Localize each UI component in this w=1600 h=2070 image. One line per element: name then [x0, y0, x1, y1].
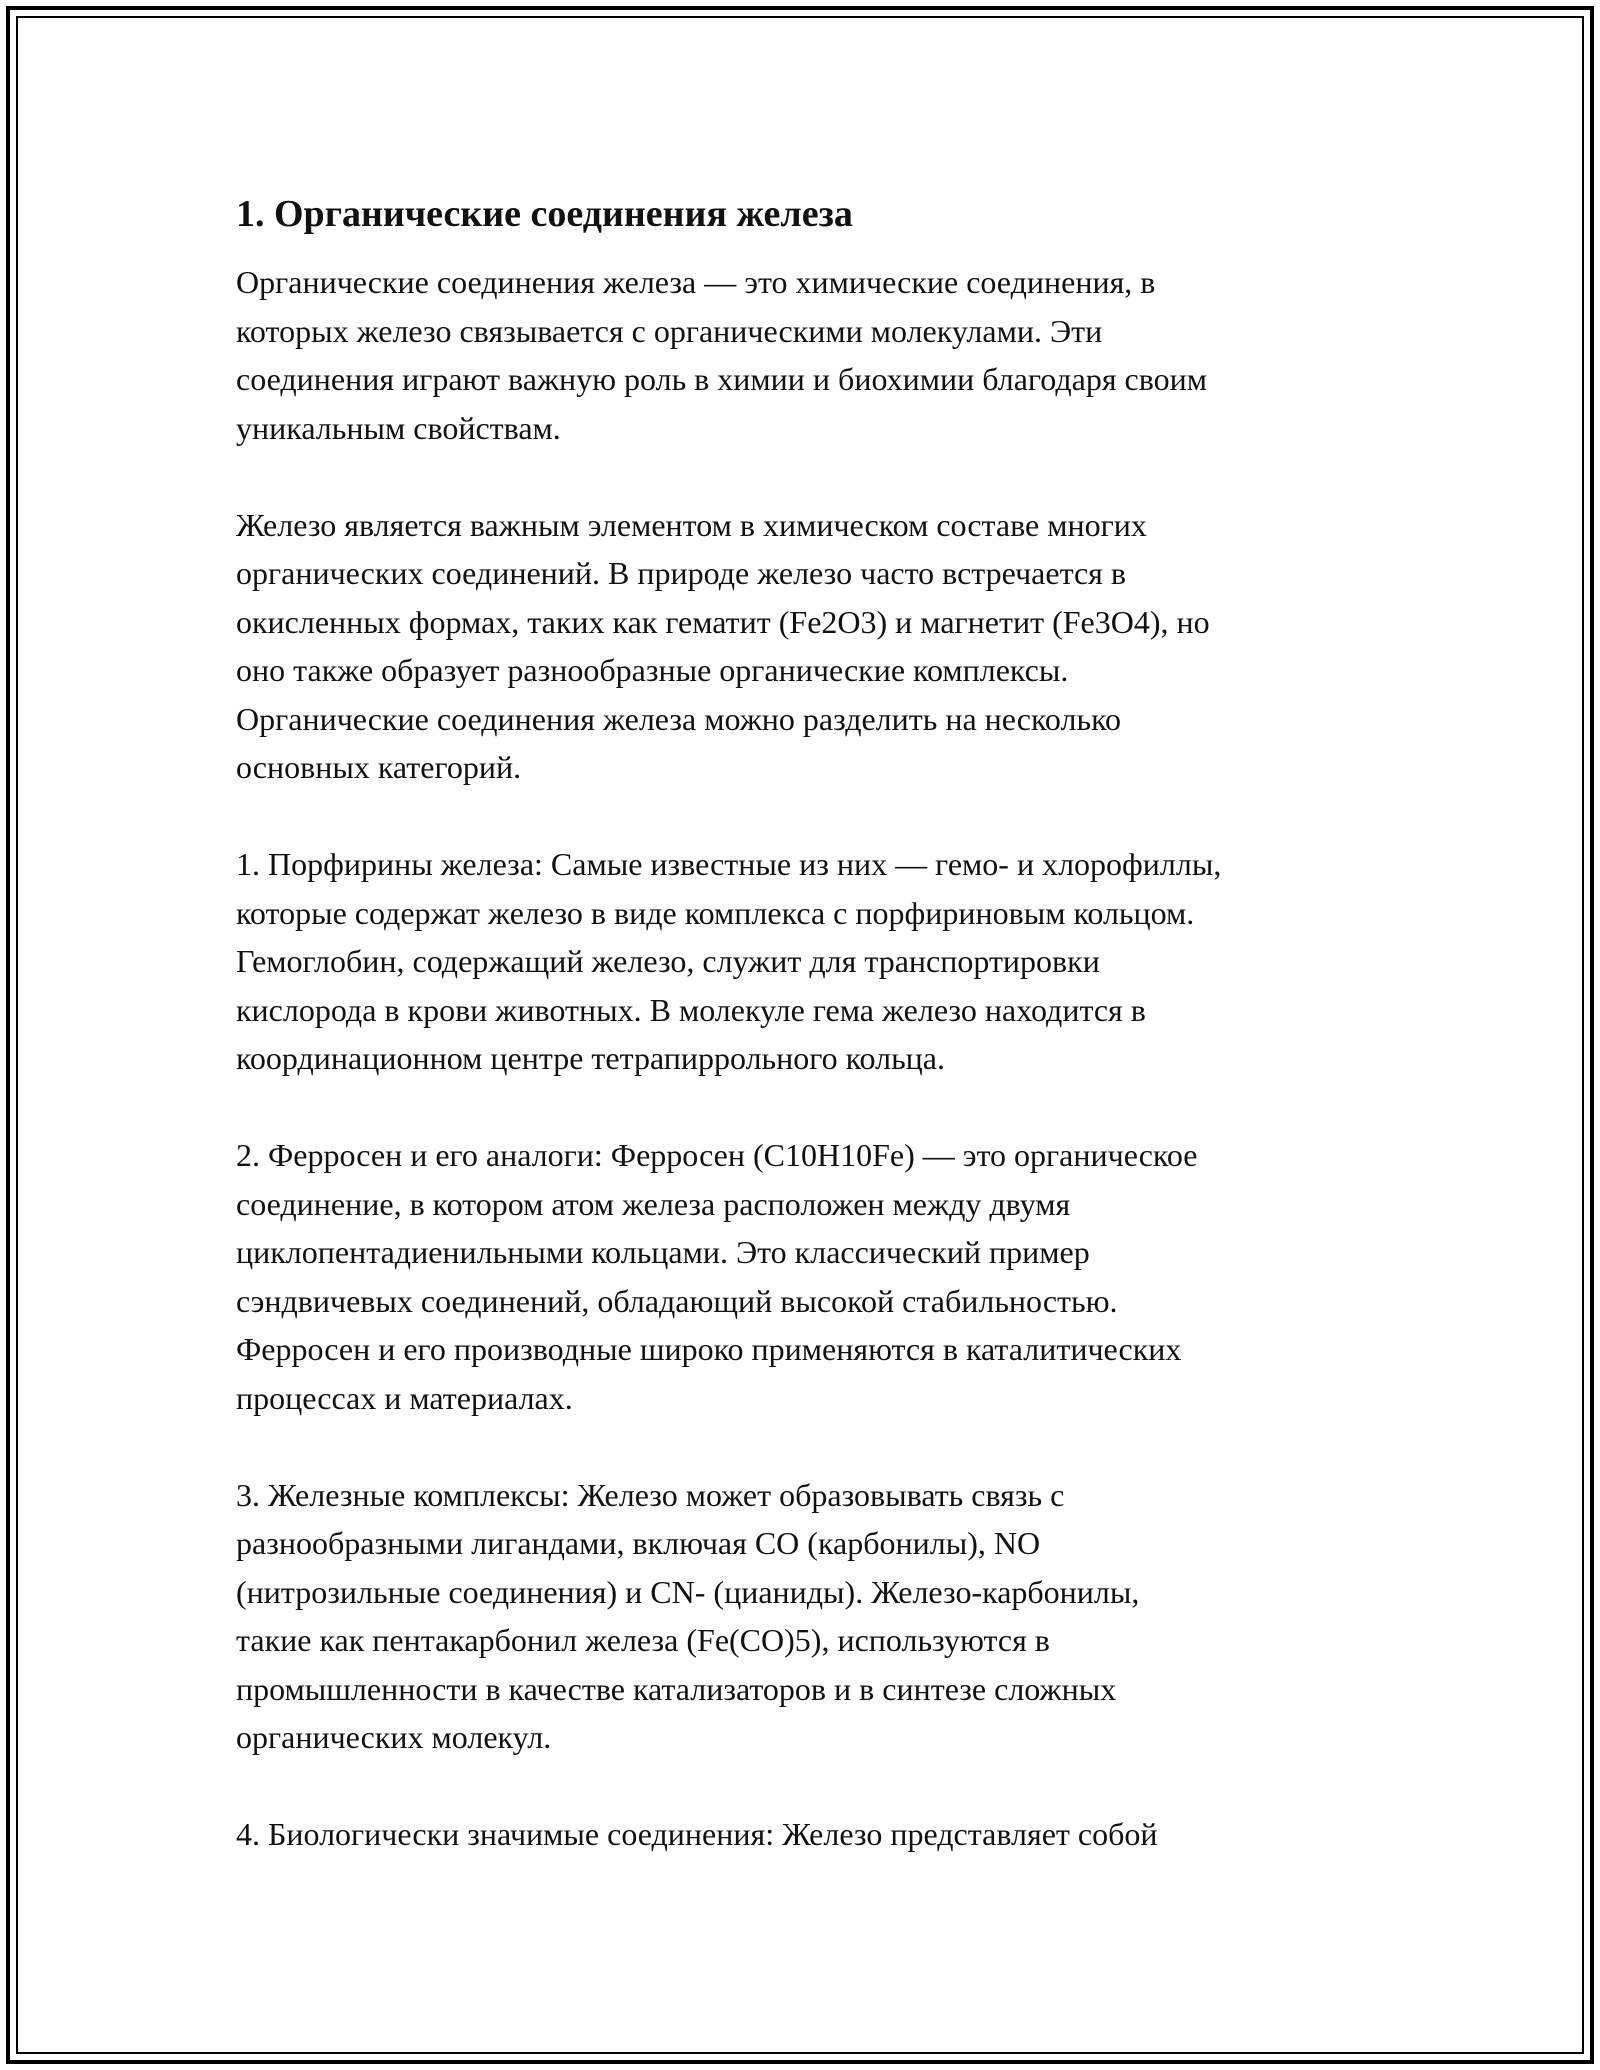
spacer	[236, 242, 1386, 258]
spacer	[236, 452, 1386, 501]
spacer	[236, 1083, 1386, 1132]
spacer	[236, 1422, 1386, 1471]
spacer	[236, 1762, 1386, 1811]
paragraph-porphyrins: 1. Порфирины железа: Самые известные из них — гемо- и хлорофиллы, которые содержат железо в виде комплекса с порфириновым кольцом. Гемоглобин, содержащий железо, служит для транспортировки кислорода в крови животных. В молекуле гема железо находится в координационном центре тетрапиррольного кольца.	[236, 846, 1222, 1076]
section-title: 1. Органические соединения железа	[236, 193, 853, 235]
spacer	[236, 792, 1386, 841]
document-body	[236, 186, 1386, 1859]
paragraph-overview: Железо является важным элементом в химическом составе многих органических соединений. В природе железо часто встречается в окисленных формах, таких как гематит (Fe2O3) и магнетит (Fe3O4), но оно также образует разнообразные органические комплексы. Органические соединения железа можно разделить на несколько основных категорий.	[236, 506, 1210, 785]
paragraph-intro: Органические соединения железа — это химические соединения, в которых железо связывается с органическими молекулами. Эти соединения играют важную роль в химии и биохимии благодаря своим уникальным свойствам.	[236, 264, 1207, 446]
paragraph-biological: 4. Биологически значимые соединения: Железо представляет собой	[236, 1816, 1158, 1852]
paragraph-ferrocene: 2. Ферросен и его аналоги: Ферросен (C10H10Fe) — это органическое соединение, в котором атом железа расположен между двумя циклопентадиенильными кольцами. Это классический пример сэндвичевых соединений, обладающий высокой стабильностью. Ферросен и его производные широко применяются в каталитических процессах и материалах.	[236, 1137, 1198, 1416]
paragraph-iron-complexes: 3. Железные комплексы: Железо может образовывать связь с разнообразными лигандами, включая CO (карбонилы), NO (нитрозильные соединения) и CN- (цианиды). Железо-карбонилы, такие как пентакарбонил железа (Fe(CO)5), используются в промышленности в качестве катализаторов и в синтезе сложных органических молекул.	[236, 1476, 1140, 1755]
